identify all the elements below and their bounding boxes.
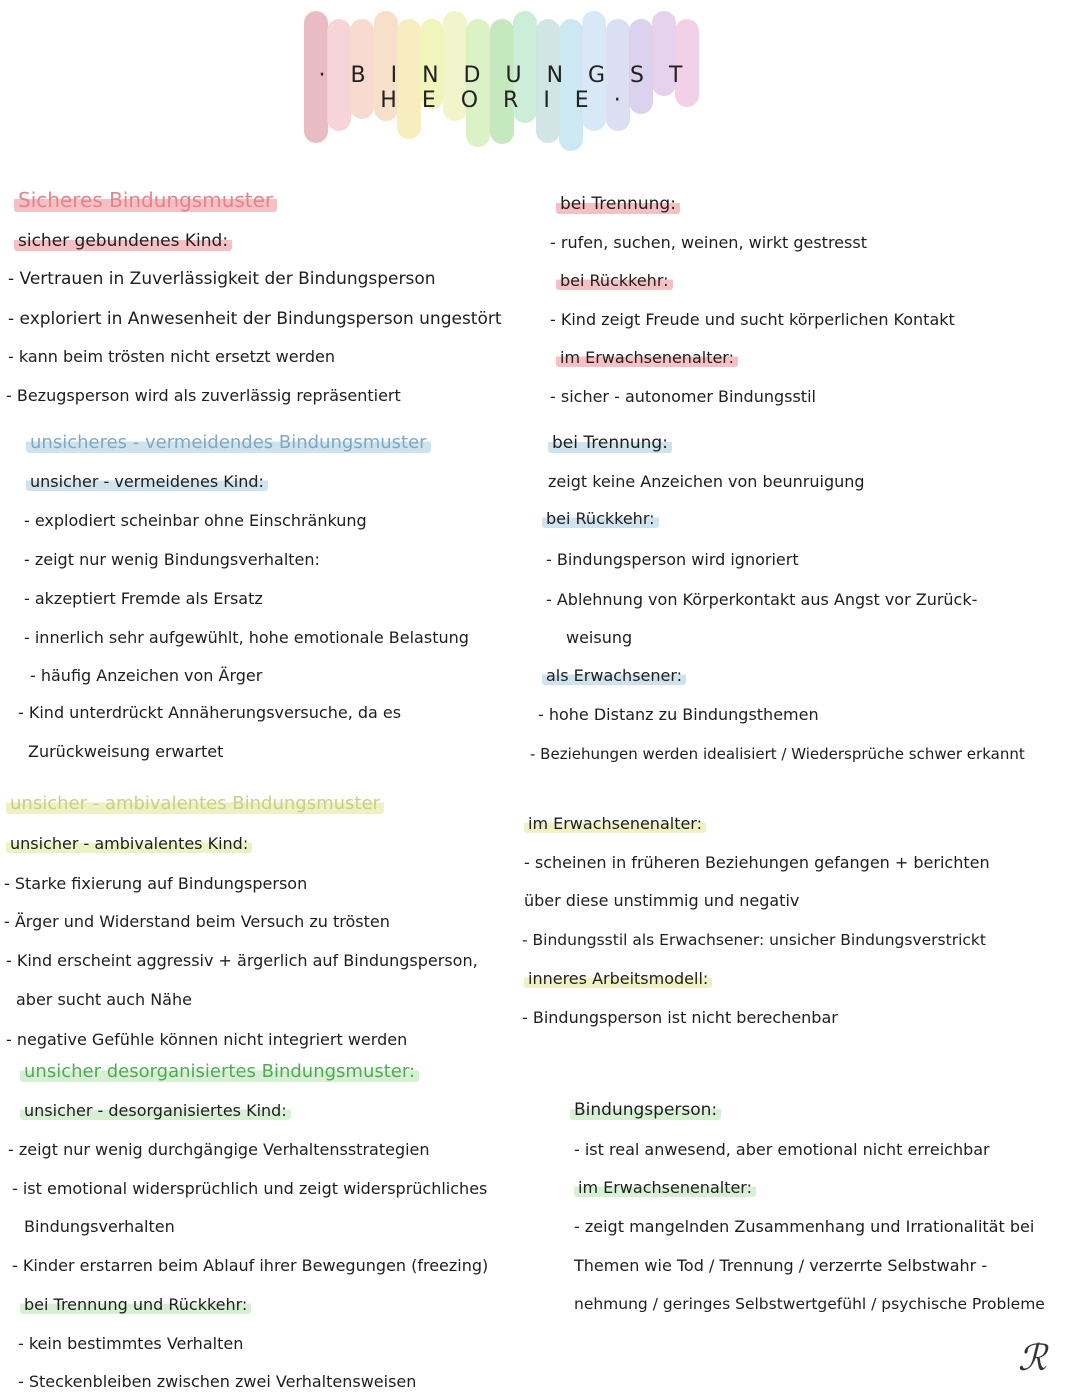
- list-item: - Bindungsperson wird ignoriert: [546, 550, 799, 569]
- list-item: - Bindungsperson ist nicht berechenbar: [522, 1008, 838, 1027]
- heading-desorganisiert: unsicher desorganisiertes Bindungsmuster:: [20, 1062, 419, 1082]
- list-item: - scheinen in früheren Beziehungen gefangen + berichten: [524, 853, 990, 872]
- heading-ambivalent: unsicher - ambivalentes Bindungsmuster: [6, 794, 384, 814]
- list-item: - Kind unterdrückt Annäherungsversuche, da es: [18, 703, 402, 722]
- list-item: - zeigt nur wenig durchgängige Verhaltensstrategien: [8, 1140, 430, 1159]
- list-item: Bindungsverhalten: [24, 1217, 175, 1236]
- list-item: Zurückweisung erwartet: [28, 742, 224, 761]
- list-item: - Bindungsstil als Erwachsener: unsicher Bindungsverstrickt: [522, 931, 986, 949]
- list-item: - innerlich sehr aufgewühlt, hohe emotionale Belastung: [24, 628, 469, 647]
- signature-mark: ℛ: [1018, 1338, 1047, 1379]
- trennung-label-vermeidend: bei Trennung:: [548, 433, 672, 453]
- list-item: aber sucht auch Nähe: [16, 990, 192, 1009]
- kind-label-desorganisiert: unsicher - desorganisiertes Kind:: [20, 1101, 291, 1121]
- list-item: - Vertrauen in Zuverlässigkeit der Bindungsperson: [8, 269, 436, 289]
- person-label-desorganisiert: Bindungsperson:: [570, 1100, 721, 1120]
- list-item: - Ablehnung von Körperkontakt aus Angst vor Zurück-: [546, 590, 978, 609]
- heading-vermeidend: unsicheres - vermeidendes Bindungsmuster: [26, 433, 431, 453]
- trennung-label-sicher: bei Trennung:: [556, 194, 680, 214]
- list-item: - Kinder erstarren beim Ablauf ihrer Bewegungen (freezing): [12, 1256, 489, 1275]
- list-item: zeigt keine Anzeichen von beunruigung: [548, 472, 865, 491]
- kind-label-sicher: sicher gebundenes Kind:: [14, 231, 232, 251]
- list-item: - kein bestimmtes Verhalten: [18, 1334, 244, 1353]
- list-item: - ist emotional widersprüchlich und zeigt widersprüchliches: [12, 1179, 488, 1198]
- list-item: - zeigt nur wenig Bindungsverhalten:: [24, 550, 320, 569]
- erwachsen-label-sicher: im Erwachsenenalter:: [556, 348, 738, 368]
- list-item: - Beziehungen werden idealisiert / Wiedersprüche schwer erkannt: [530, 745, 1025, 763]
- list-item: - Starke fixierung auf Bindungsperson: [4, 874, 308, 893]
- list-item: - negative Gefühle können nicht integriert werden: [6, 1030, 408, 1049]
- list-item: - Kind erscheint aggressiv + ärgerlich auf Bindungsperson,: [6, 951, 478, 970]
- list-item: über diese unstimmig und negativ: [524, 891, 800, 910]
- list-item: - Steckenbleiben zwischen zwei Verhaltensweisen: [18, 1372, 417, 1391]
- erwachsen-label-vermeidend: als Erwachsener:: [542, 666, 686, 686]
- list-item: - akzeptiert Fremde als Ersatz: [24, 589, 263, 608]
- list-item: - ist real anwesend, aber emotional nicht erreichbar: [574, 1140, 990, 1159]
- list-item: - kann beim trösten nicht ersetzt werden: [8, 347, 335, 366]
- list-item: - häufig Anzeichen von Ärger: [30, 666, 263, 685]
- list-item: Themen wie Tod / Trennung / verzerrte Selbstwahr -: [574, 1256, 988, 1275]
- kind-label-ambivalent: unsicher - ambivalentes Kind:: [6, 834, 252, 854]
- erwachsen-label-ambivalent: im Erwachsenenalter:: [524, 814, 706, 834]
- list-item: - explodiert scheinbar ohne Einschränkung: [24, 511, 367, 530]
- list-item: - sicher - autonomer Bindungsstil: [550, 387, 816, 406]
- list-item: nehmung / geringes Selbstwertgefühl / psychische Probleme: [574, 1295, 1045, 1313]
- trennung-label-desorganisiert: bei Trennung und Rückkehr:: [20, 1295, 251, 1315]
- rueckkehr-label-vermeidend: bei Rückkehr:: [542, 509, 659, 529]
- page-title: · B I N D U N G S T H E O R I E ·: [318, 63, 692, 113]
- list-item: - zeigt mangelnden Zusammenhang und Irrationalität bei: [574, 1217, 1035, 1236]
- list-item: - rufen, suchen, weinen, wirkt gestresst: [550, 233, 867, 252]
- title-banner: [300, 5, 710, 150]
- list-item: - Kind zeigt Freude und sucht körperlichen Kontakt: [550, 310, 955, 329]
- kind-label-vermeidend: unsicher - vermeidenes Kind:: [26, 472, 268, 492]
- list-item: - exploriert in Anwesenheit der Bindungsperson ungestört: [8, 309, 502, 329]
- list-item: - hohe Distanz zu Bindungsthemen: [538, 705, 819, 724]
- heading-sicher: Sicheres Bindungsmuster: [14, 190, 277, 210]
- erwachsen-label-desorganisiert: im Erwachsenenalter:: [574, 1178, 756, 1198]
- rueckkehr-label-sicher: bei Rückkehr:: [556, 271, 673, 291]
- list-item: - Bezugsperson wird als zuverlässig repräsentiert: [6, 386, 401, 405]
- list-item: weisung: [566, 628, 633, 647]
- list-item: - Ärger und Widerstand beim Versuch zu trösten: [4, 912, 390, 931]
- arbeitsmodell-label-ambivalent: inneres Arbeitsmodell:: [524, 969, 712, 989]
